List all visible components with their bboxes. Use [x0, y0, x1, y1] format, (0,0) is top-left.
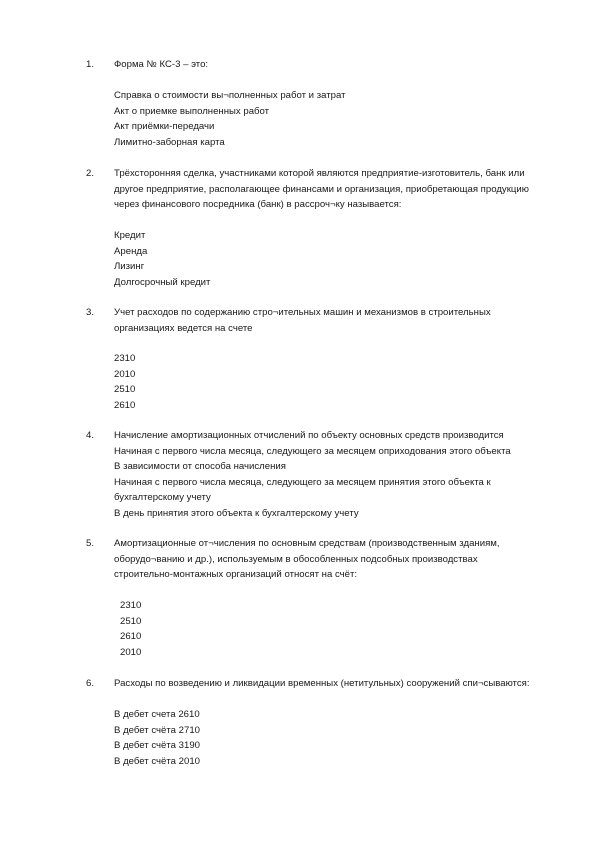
answer-option: Начиная с первого числа месяца, следующего за месяцем принятия этого объекта к	[114, 476, 491, 488]
question-text	[114, 428, 554, 522]
question-number: 2.	[86, 168, 95, 179]
question-text-line: через финансового посредника (банк) в рассроч¬ку называется:	[114, 199, 402, 211]
question-text-line: оборудо¬ванию и др.), используемым в обособленных подсобных производствах	[114, 553, 478, 565]
answer-option: Аренда	[114, 245, 148, 257]
answer-option: В дебет счёта 2010	[114, 755, 201, 767]
question-text-line: Трёхсторонняя сделка, участниками которой являются предприятие-изготовитель, банк или	[114, 168, 525, 179]
question-number: 1.	[86, 59, 95, 70]
answer-option-continued: бухгалтерскому учету	[114, 492, 211, 504]
question-text	[114, 57, 554, 73]
answer-option: 2510	[114, 384, 136, 396]
answer-option: Лизинг	[114, 261, 145, 273]
answer-option: 2610	[120, 631, 142, 643]
question-text-line: Учет расходов по содержанию стро¬ительных машин и механизмов в строительных	[114, 307, 491, 318]
question-number: 4.	[86, 430, 95, 441]
answer-option: Кредит	[114, 230, 146, 241]
question-text-line: Амортизационные от¬числения по основным средствам (производственным зданиям,	[114, 538, 500, 549]
answer-option: 2310	[114, 353, 136, 364]
question-text-line: Форма № КС-3 – это:	[114, 59, 209, 70]
question-text	[114, 676, 554, 692]
answer-option: Начиная с первого числа месяца, следующего за месяцем оприходования этого объекта	[114, 445, 511, 457]
question-text-line: организациях ведется на счете	[114, 322, 253, 334]
answer-option: Справка о стоимости вы¬полненных работ и затрат	[114, 90, 346, 101]
answer-option: В дебет счёта 3190	[114, 740, 201, 752]
question-text-line: другое предприятие, располагающее финансами и организация, приобретающая продукцию	[114, 183, 529, 195]
answer-option: 2310	[120, 600, 142, 611]
answer-options	[114, 351, 135, 413]
question-text-line: Начисление амортизационных отчислений по объекту основных средств производится	[114, 430, 504, 441]
answer-options	[114, 88, 345, 150]
answer-option: 2010	[120, 646, 142, 658]
answer-option: Лимитно-заборная карта	[114, 136, 225, 148]
question-number: 5.	[86, 538, 95, 549]
answer-option: 2610	[114, 399, 136, 411]
answer-option: В зависимости от способа начисления	[114, 461, 286, 473]
question-text	[114, 305, 554, 336]
question-text	[114, 536, 554, 583]
answer-options	[120, 598, 141, 660]
question-text-line: Расходы по возведению и ликвидации временных (нетитульных) сооружений спи¬сываются:	[114, 678, 530, 689]
question-number: 6.	[86, 678, 95, 689]
question-text-line: строительно-монтажных организаций относят на счёт:	[114, 569, 358, 581]
answer-option: 2010	[114, 368, 136, 380]
answer-options	[114, 228, 210, 290]
question-text	[114, 166, 554, 213]
answer-option: 2510	[120, 615, 142, 627]
answer-option: Акт о приемке выполненных работ	[114, 105, 270, 117]
question-number: 3.	[86, 307, 95, 318]
answer-option: В дебет счета 2610	[114, 709, 200, 720]
answer-option: В день принятия этого объекта к бухгалтерскому учету	[114, 507, 359, 519]
answer-option: В дебет счёта 2710	[114, 724, 201, 736]
answer-option: Долгосрочный кредит	[114, 276, 211, 288]
answer-options	[114, 707, 200, 769]
answer-option: Акт приёмки-передачи	[114, 121, 215, 133]
